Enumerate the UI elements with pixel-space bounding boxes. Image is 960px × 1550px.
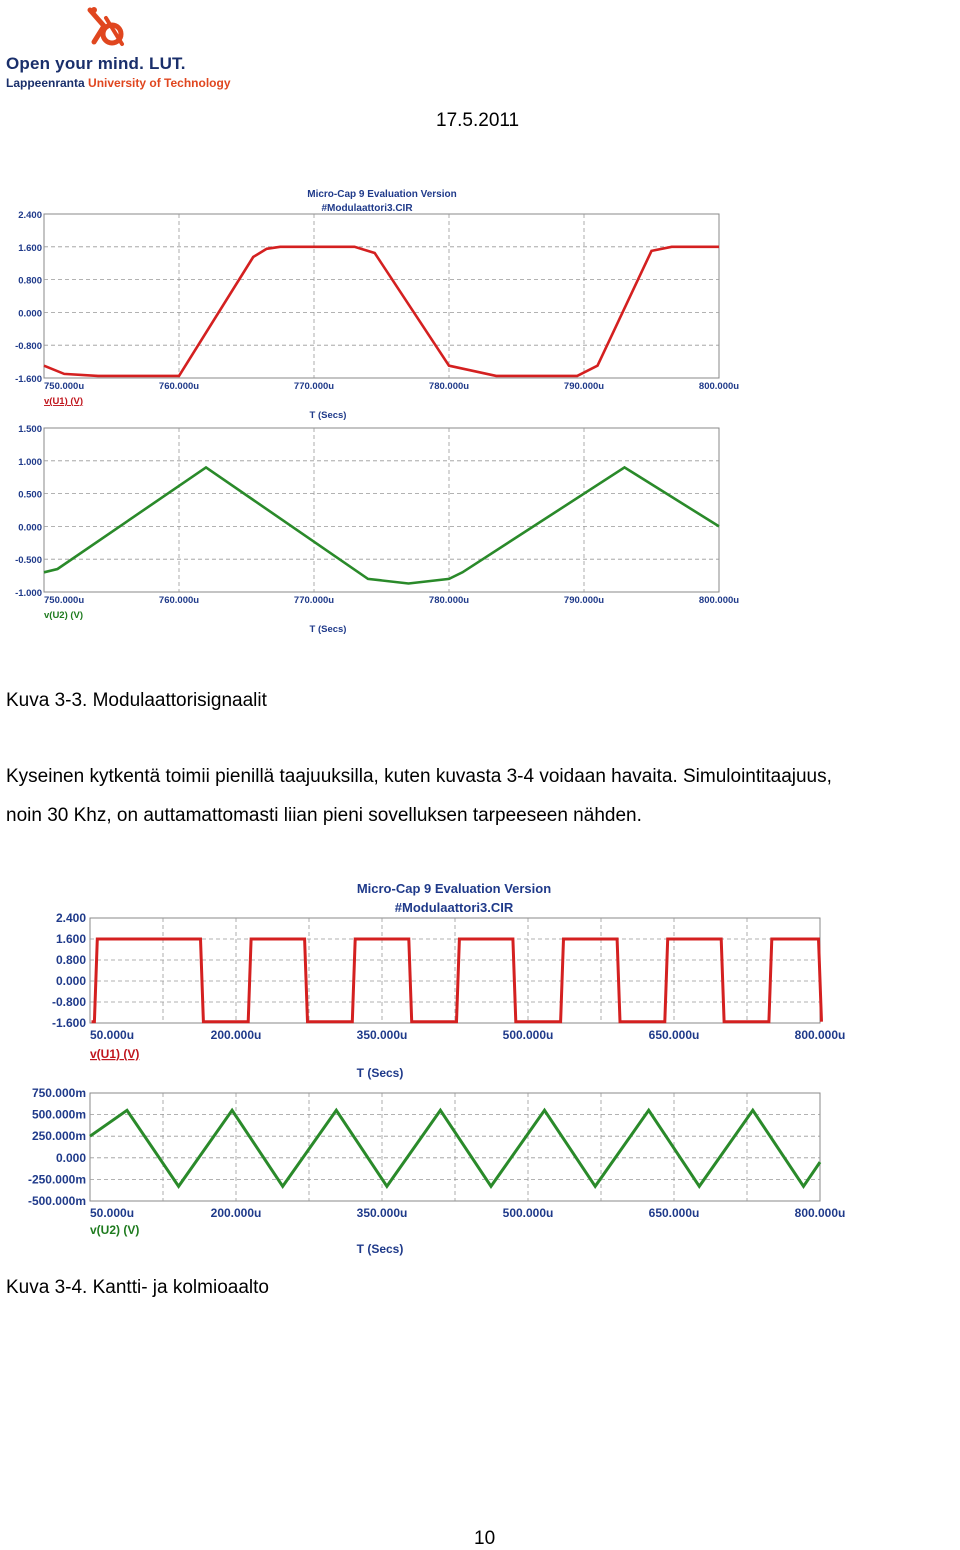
y-tick-label: 0.000	[55, 1150, 86, 1165]
top-plot-grid	[44, 214, 719, 378]
y-tick-label: -0.800	[15, 341, 42, 353]
x-tick-label: 770.000u	[293, 595, 335, 606]
bottom-plot-xlabel: T (Secs)	[356, 1242, 404, 1256]
y-tick-label: 1.000	[18, 456, 42, 468]
y-tick-label: 0.800	[18, 275, 42, 287]
y-tick-label: -0.800	[51, 995, 86, 1009]
x-tick-label: 200.000u	[210, 1206, 262, 1220]
bottom-plot-xlabel: T (Secs)	[309, 624, 347, 635]
plot-title-line1: Micro-Cap 9 Evaluation Version	[356, 881, 552, 896]
y-tick-label: -1.600	[51, 1016, 86, 1030]
y-tick-label: 1.600	[18, 242, 42, 254]
x-tick-label: 650.000u	[648, 1206, 700, 1220]
y-tick-label: 500.000m	[31, 1107, 86, 1122]
x-tick-label: 200.000u	[210, 1028, 262, 1042]
logo-university: Lappeenranta University of Technology	[6, 76, 231, 90]
paragraph-line-2: noin 30 Khz, on auttamattomasti liian pieni sovelluksen tarpeeseen nähden.	[6, 805, 642, 826]
x-tick-label: 500.000u	[502, 1206, 554, 1220]
figure-3-3	[0, 180, 760, 650]
x-tick-label: 800.000u	[794, 1206, 846, 1220]
page-number: 10	[474, 1528, 496, 1549]
x-tick-label: 760.000u	[158, 381, 200, 392]
figure-3-4-caption: Kuva 3-4. Kantti- ja kolmioaalto	[6, 1277, 269, 1298]
x-tick-label: 800.000u	[794, 1028, 846, 1042]
y-tick-label: 750.000m	[31, 1086, 86, 1100]
x-tick-label: 750.000u	[44, 595, 85, 606]
x-tick-label: 500.000u	[502, 1028, 554, 1042]
x-tick-label: 770.000u	[293, 381, 335, 392]
plot-title-line2: #Modulaattori3.CIR	[321, 203, 413, 214]
x-tick-label: 790.000u	[563, 381, 605, 392]
y-tick-label: -0.500	[15, 555, 42, 567]
top-plot-legend: v(U1) (V)	[44, 396, 84, 407]
y-tick-label: -1.000	[15, 588, 42, 599]
y-tick-label: 1.600	[55, 932, 86, 946]
bottom-plot-y-axis	[28, 1086, 86, 1208]
y-tick-label: 0.500	[18, 489, 42, 501]
x-tick-label: 350.000u	[356, 1206, 408, 1220]
plot-title-line2: #Modulaattori3.CIR	[394, 900, 514, 915]
top-plot-y-axis	[52, 911, 86, 1030]
bottom-plot-legend: v(U2) (V)	[44, 610, 84, 621]
bottom-plot-legend: v(U2) (V)	[90, 1223, 140, 1237]
x-tick-label: 750.000u	[44, 381, 85, 392]
plot-frame	[44, 214, 719, 378]
x-tick-label: 350.000u	[356, 1028, 408, 1042]
x-tick-label: 50.000u	[90, 1206, 135, 1220]
y-tick-label: -500.000m	[27, 1194, 86, 1208]
x-tick-label: 780.000u	[428, 595, 470, 606]
lut-logo-mark-icon	[86, 4, 126, 48]
x-tick-label: 790.000u	[563, 595, 605, 606]
bottom-plot-y-axis	[15, 424, 42, 599]
figure-3-3-caption: Kuva 3-3. Modulaattorisignaalit	[6, 690, 267, 711]
y-tick-label: 1.500	[18, 424, 42, 435]
top-plot-xlabel: T (Secs)	[309, 410, 347, 421]
x-tick-label: 800.000u	[698, 381, 740, 392]
y-tick-label: 0.000	[18, 308, 42, 320]
y-tick-label: 250.000m	[31, 1129, 86, 1144]
y-tick-label: 0.000	[18, 522, 42, 534]
header-date: 17.5.2011	[436, 110, 520, 131]
x-tick-label: 800.000u	[698, 595, 740, 606]
bottom-plot-x-axis	[90, 1206, 845, 1220]
plot-title-line1: Micro-Cap 9 Evaluation Version	[307, 189, 457, 200]
top-plot-y-axis	[15, 210, 42, 385]
top-plot-x-axis	[44, 381, 739, 392]
y-tick-label: 0.000	[55, 974, 86, 988]
y-tick-label: 2.400	[18, 210, 42, 221]
y-tick-label: -250.000m	[27, 1172, 86, 1187]
top-plot-legend: v(U1) (V)	[90, 1047, 140, 1061]
x-tick-label: 760.000u	[158, 595, 200, 606]
bottom-plot-grid	[90, 1093, 820, 1201]
top-plot-x-axis	[90, 1028, 845, 1042]
paragraph-line-1: Kyseinen kytkentä toimii pienillä taajuuksilla, kuten kuvasta 3-4 voidaan havaita. Simulointitaajuus,	[6, 766, 832, 787]
top-plot-xlabel: T (Secs)	[356, 1066, 404, 1080]
x-tick-label: 650.000u	[648, 1028, 700, 1042]
logo-tagline: Open your mind. LUT.	[6, 54, 186, 73]
top-plot-grid	[90, 918, 820, 1023]
figure-3-4	[0, 870, 880, 1265]
x-tick-label: 50.000u	[90, 1028, 135, 1042]
bottom-plot-x-axis	[44, 595, 739, 606]
y-tick-label: -1.600	[15, 374, 42, 385]
x-tick-label: 780.000u	[428, 381, 470, 392]
y-tick-label: 2.400	[55, 911, 86, 925]
y-tick-label: 0.800	[55, 953, 86, 967]
